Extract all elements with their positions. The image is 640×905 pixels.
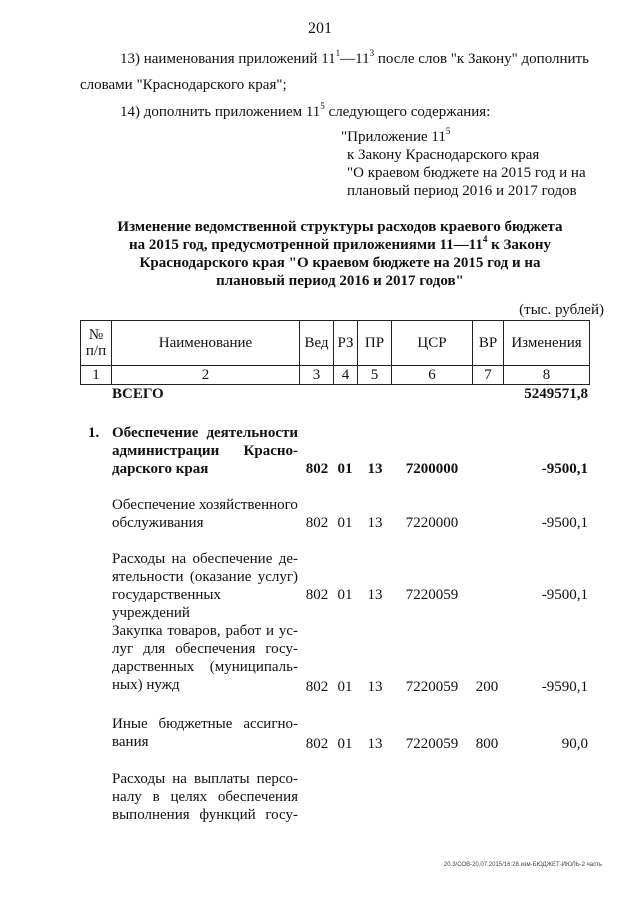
page-number: 201 — [308, 20, 332, 37]
row-csr: 7200000 — [405, 461, 459, 477]
col-csr-header: ЦСР — [392, 321, 473, 366]
col-index: 6 — [392, 366, 473, 385]
row-vr: 800 — [475, 736, 499, 752]
col-index: 4 — [334, 366, 358, 385]
row-csr: 7220059 — [405, 587, 459, 603]
row-pr: 13 — [367, 587, 383, 603]
document-title: Изменение ведомственной структуры расходов краевого бюджета на 2015 год, предусмотренной приложениями $11—11^4$ к Закону Краснодарского края "О краевом бюджете на 2015 год и на плановый период 2016 и 2017 годов" — [117, 219, 563, 289]
row-ved: 802 — [305, 679, 329, 695]
row-csr: 7220000 — [405, 515, 459, 531]
col-num-header: № п/п — [81, 321, 112, 366]
col-ved-header: Вед — [300, 321, 334, 366]
footer-code: 20.3/СОВ-20.07.2015/16:28.изм-БЮДЖЕТ-ИЮЛЬ-2 часть — [443, 862, 602, 868]
row-ved: 802 — [305, 736, 329, 752]
row-name: Расходы на обеспечение де- ятельности (оказание услуг) государственных учреждений — [112, 551, 298, 621]
units-label: (тыс. рублей) — [519, 302, 604, 318]
item-13-line1: 13) наименования приложений $11^1—11^3$ после слов "к Закону" дополнить — [120, 48, 589, 67]
row-sum: -9500,1 — [541, 587, 588, 603]
col-index: 8 — [504, 366, 590, 385]
col-index: 5 — [358, 366, 392, 385]
row-sum: -9500,1 — [541, 515, 588, 531]
row-name: Закупка товаров, работ и ус- луг для обеспечения госу- дарственных (муниципаль- ных) нужд — [112, 623, 298, 693]
col-change-header: Изменения — [504, 321, 590, 366]
row-rz: 01 — [337, 461, 353, 477]
row-csr: 7220059 — [405, 679, 459, 695]
row-pr: 13 — [367, 515, 383, 531]
col-index: 7 — [473, 366, 504, 385]
row-rz: 01 — [337, 679, 353, 695]
row-rz: 01 — [337, 515, 353, 531]
col-index: 3 — [300, 366, 334, 385]
col-pr-header: ПР — [358, 321, 392, 366]
col-vr-header: ВР — [473, 321, 504, 366]
row-rz: 01 — [337, 587, 353, 603]
item-13-line2: словами "Краснодарского края"; — [80, 77, 287, 93]
row-vr: 200 — [475, 679, 499, 695]
row-sum: -9500,1 — [541, 461, 588, 477]
item-14: 14) дополнить приложением $11^5$ следующего содержания: — [120, 101, 491, 120]
row-pr: 13 — [367, 736, 383, 752]
row-rz: 01 — [337, 736, 353, 752]
col-name-header: Наименование — [112, 321, 300, 366]
row-name: Расходы на выплаты персо- налу в целях обеспечения выполнения функций госу- — [112, 771, 298, 823]
appendix-ref: "Приложение $11^5$ к Закону Краснодарского края "О краевом бюджете на 2015 год и на плановый период 2016 и 2017 годов — [341, 126, 586, 199]
col-rz-header: РЗ — [334, 321, 358, 366]
total-label: ВСЕГО — [112, 386, 164, 402]
row-name: Иные бюджетные ассигно- вания — [112, 716, 298, 750]
col-index: 2 — [112, 366, 300, 385]
row-csr: 7220059 — [405, 736, 459, 752]
row-ved: 802 — [305, 515, 329, 531]
row-sum: 90,0 — [561, 736, 588, 752]
row-pr: 13 — [367, 679, 383, 695]
row-number: 1. — [88, 425, 100, 441]
row-name: Обеспечение деятельности администрации Красно- дарского края — [112, 425, 298, 477]
total-value: 5249571,8 — [524, 386, 588, 402]
row-ved: 802 — [305, 461, 329, 477]
table-header — [80, 320, 590, 385]
row-ved: 802 — [305, 587, 329, 603]
row-pr: 13 — [367, 461, 383, 477]
row-name: Обеспечение хозяйственного обслуживания — [112, 497, 298, 531]
row-sum: -9590,1 — [541, 679, 588, 695]
col-index: 1 — [81, 366, 112, 385]
